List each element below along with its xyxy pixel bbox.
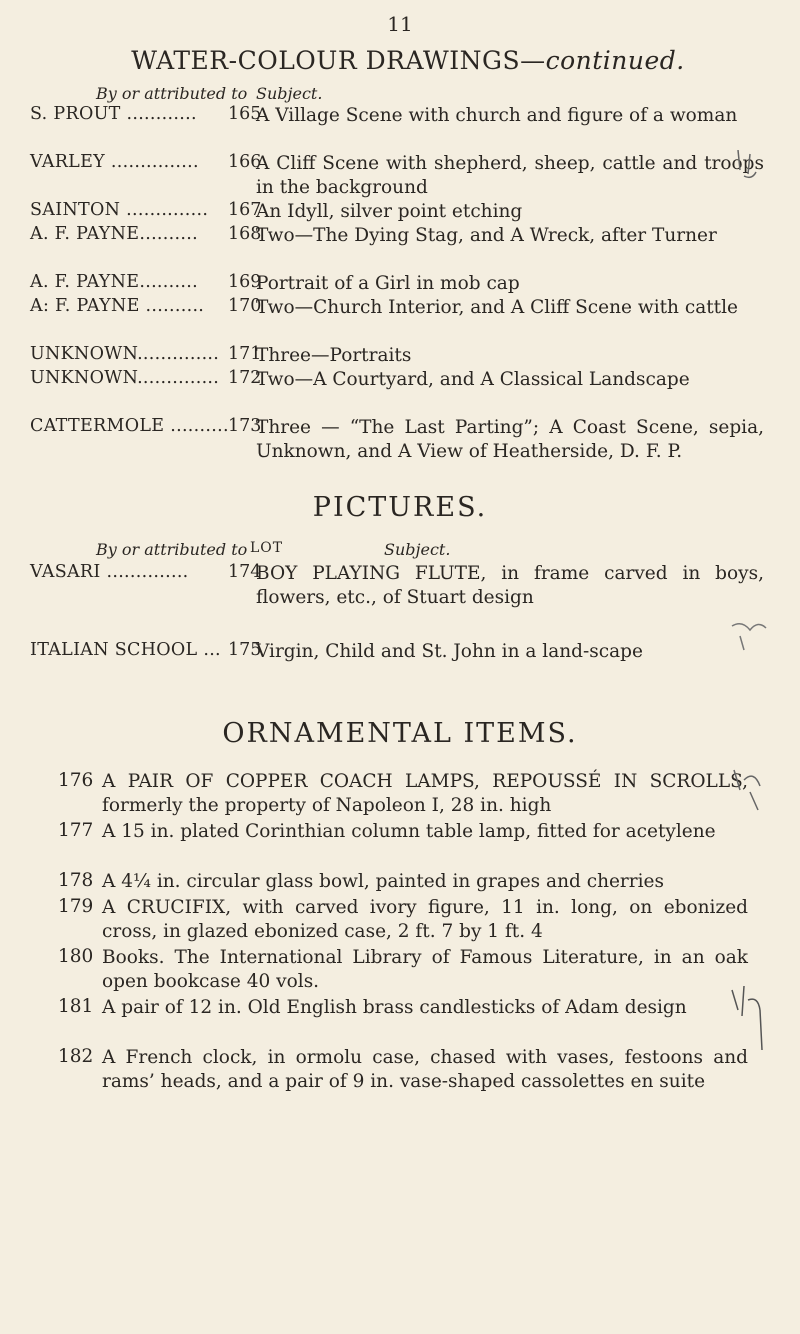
lot-number: 174 [228,562,262,582]
subject: Two—A Courtyard, and A Classical Landscape [256,369,690,390]
artist: UNKNOWN.............. [30,344,220,364]
subject: A Cliff Scene with shepherd, sheep, cattle and troops in the background [256,153,764,198]
page-number: 11 [387,12,413,36]
subject: Three—Portraits [256,345,412,366]
section-heading-pictures: PICTURES. [312,492,488,523]
subject: A Village Scene with church and figure of a woman [256,105,738,126]
artist: UNKNOWN.............. [30,368,220,388]
subject: BOY PLAYING FLUTE, in frame carved in boys, flowers, etc., of Stuart design [256,563,764,608]
item-text: A pair of 12 in. Old English brass candlesticks of Adam design [102,997,687,1018]
artist: S. PROUT ............ [30,104,197,124]
lot-number: 165 [228,104,262,124]
wc-col-subject: Subject. [256,84,323,103]
item-number: 177 [58,820,94,841]
item-text: A CRUCIFIX, with carved ivory figure, 11 in. long, on ebonized cross, in glazed ebonized case, 2 ft. 7 by 1 ft. 4 [102,897,748,942]
section-heading-ornamental: ORNAMENTAL ITEMS. [222,718,578,749]
artist: VASARI .............. [30,562,189,582]
lot-number: 171 [228,344,262,364]
margin-pencil-marks [730,150,790,1050]
lot-number: 168 [228,224,262,244]
artist: A. F. PAYNE.......... [30,272,198,292]
item-text: A 4¼ in. circular glass bowl, painted in grapes and cherries [102,871,664,892]
wc-col-artist: By or attributed to [96,84,248,103]
item-number: 179 [58,896,94,917]
item-text: A PAIR OF COPPER COACH LAMPS, REPOUSSÉ IN SCROLLS, formerly the property of Napoleon I, 28 in. high [102,771,748,816]
item-number: 182 [58,1046,94,1067]
artist: CATTERMOLE .......... [30,416,229,436]
artist: VARLEY ............... [30,152,199,172]
subject: Virgin, Child and St. John in a land-scape [256,641,643,662]
pencil-mark [732,624,766,650]
lot-number: 172 [228,368,262,388]
pic-col-artist: By or attributed to [96,540,248,559]
item-number: 176 [58,770,94,791]
lot-number: 173 [228,416,262,436]
pencil-mark [738,150,756,177]
item-text: A French clock, in ormolu case, chased with vases, festoons and rams’ heads, and a pair of 9 in. vase-shaped cassolettes en suite [102,1047,748,1092]
subject: Portrait of a Girl in mob cap [256,273,520,294]
section-title-watercolour [28,46,788,75]
item-number: 180 [58,946,94,967]
lot-number: 175 [228,640,262,660]
title-continued: continued. [545,46,685,75]
artist: A: F. PAYNE .......... [30,296,205,316]
artist: ITALIAN SCHOOL ... [30,640,221,660]
artist: A. F. PAYNE.......... [30,224,198,244]
lot-number: 170 [228,296,262,316]
lot-number: 166 [228,152,262,172]
subject: Two—Church Interior, and A Cliff Scene with cattle [256,297,738,318]
pencil-mark [732,986,762,1050]
lot-number: 167 [228,200,262,220]
item-number: 181 [58,996,94,1017]
lot-number: 169 [228,272,262,292]
item-text: A 15 in. plated Corinthian column table lamp, fitted for acetylene [102,821,716,842]
title-main: WATER-COLOUR DRAWINGS— [131,46,546,75]
artist: SAINTON .............. [30,200,209,220]
item-text: Books. The International Library of Famous Literature, in an oak open bookcase 40 vols. [102,947,748,992]
subject: An Idyll, silver point etching [256,201,523,222]
pic-col-lot: LOT [250,540,284,556]
pic-col-subject: Subject. [384,540,451,559]
item-number: 178 [58,870,94,891]
subject: Two—The Dying Stag, and A Wreck, after Turner [256,225,717,246]
pencil-mark [734,770,760,810]
subject: Three — “The Last Parting”; A Coast Scene, sepia, Unknown, and A View of Heatherside, D. F. P. [256,417,764,462]
